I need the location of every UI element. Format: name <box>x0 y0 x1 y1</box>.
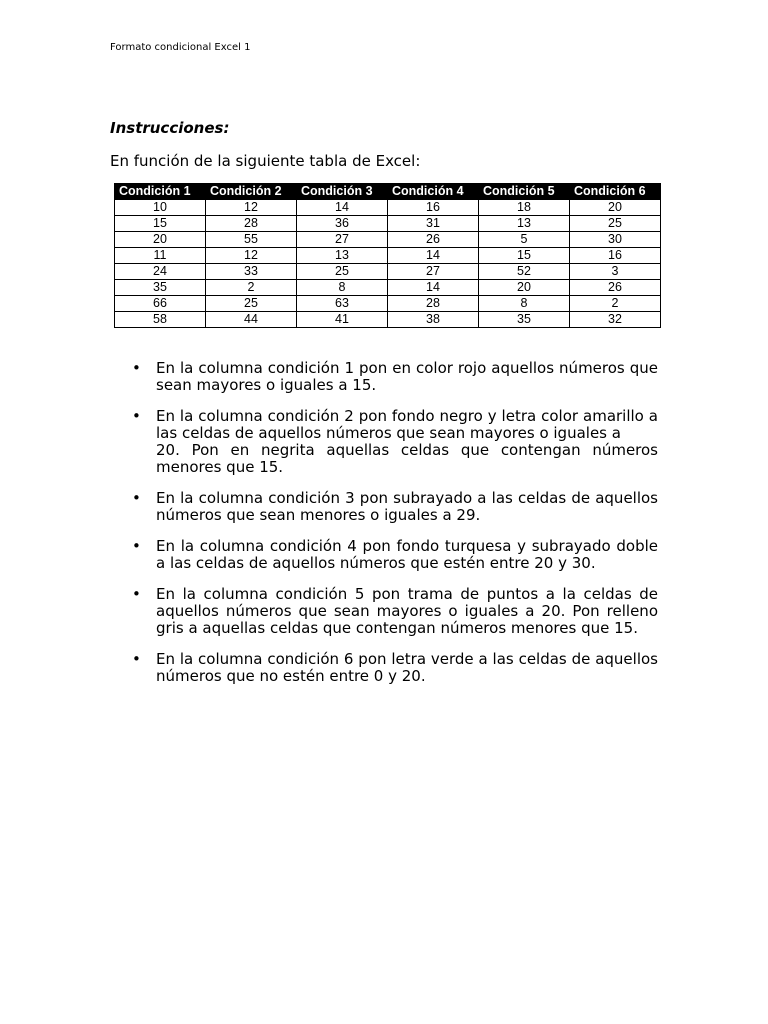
table-cell: 20 <box>570 200 661 216</box>
list-item <box>110 586 658 637</box>
table-row <box>115 264 661 280</box>
table-cell: 25 <box>570 216 661 232</box>
table-cell: 41 <box>297 312 388 328</box>
column-header: Condición 2 <box>206 184 297 200</box>
table-cell: 30 <box>570 232 661 248</box>
table-cell: 28 <box>206 216 297 232</box>
bullet-icon: • <box>132 359 141 377</box>
table-cell: 13 <box>297 248 388 264</box>
table-cell: 16 <box>388 200 479 216</box>
table-row <box>115 248 661 264</box>
table-cell: 26 <box>570 280 661 296</box>
list-item <box>110 538 658 572</box>
conditions-table <box>114 183 661 328</box>
list-item <box>110 651 658 685</box>
table-cell: 66 <box>115 296 206 312</box>
bullet-icon: • <box>132 489 141 507</box>
table-cell: 63 <box>297 296 388 312</box>
table-cell: 58 <box>115 312 206 328</box>
table-cell: 15 <box>115 216 206 232</box>
table-cell: 20 <box>115 232 206 248</box>
list-item <box>110 408 658 476</box>
table-cell: 44 <box>206 312 297 328</box>
table-cell: 28 <box>388 296 479 312</box>
table-cell: 31 <box>388 216 479 232</box>
table-cell: 35 <box>479 312 570 328</box>
table-header-row <box>115 184 661 200</box>
table-cell: 2 <box>206 280 297 296</box>
table-cell: 25 <box>206 296 297 312</box>
list-item-text: En la columna condición 3 pon subrayado a las celdas de aquellos números que sean menores o iguales a 29. <box>156 489 658 524</box>
table-cell: 25 <box>297 264 388 280</box>
table-cell: 18 <box>479 200 570 216</box>
table-cell: 12 <box>206 248 297 264</box>
table-cell: 10 <box>115 200 206 216</box>
bullet-icon: • <box>132 537 141 555</box>
table-row <box>115 232 661 248</box>
table-cell: 8 <box>297 280 388 296</box>
column-header: Condición 4 <box>388 184 479 200</box>
list-item-text: En la columna condición 2 pon fondo negro y letra color amarillo a las celdas de aquellos números que sean mayores o iguales a <box>156 407 658 442</box>
table-cell: 35 <box>115 280 206 296</box>
table-cell: 36 <box>297 216 388 232</box>
column-header: Condición 6 <box>570 184 661 200</box>
table-cell: 20 <box>479 280 570 296</box>
instructions-heading: Instrucciones: <box>110 119 230 137</box>
page-header: Formato condicional Excel 1 <box>110 42 251 53</box>
column-header: Condición 3 <box>297 184 388 200</box>
table-cell: 27 <box>297 232 388 248</box>
list-item-text: En la columna condición 6 pon letra verde a las celdas de aquellos números que no estén entre 0 y 20. <box>156 650 658 685</box>
table-cell: 55 <box>206 232 297 248</box>
table-row <box>115 296 661 312</box>
table-cell: 24 <box>115 264 206 280</box>
table-row <box>115 280 661 296</box>
list-item-text: En la columna condición 4 pon fondo turquesa y subrayado doble a las celdas de aquellos números que estén entre 20 y 30. <box>156 537 658 572</box>
table-cell: 15 <box>479 248 570 264</box>
table-cell: 26 <box>388 232 479 248</box>
table-cell: 11 <box>115 248 206 264</box>
list-item <box>110 360 658 394</box>
list-item <box>110 490 658 524</box>
bullet-icon: • <box>132 407 141 425</box>
table-cell: 5 <box>479 232 570 248</box>
table-cell: 12 <box>206 200 297 216</box>
table-row <box>115 312 661 328</box>
list-item-text: En la columna condición 1 pon en color rojo aquellos números que sean mayores o iguales a 15. <box>156 359 658 394</box>
list-item-text: En la columna condición 5 pon trama de puntos a la celdas de aquellos números que sean mayores o iguales a 20. Pon relleno gris a aquellas celdas que contengan números menores que 15. <box>156 585 658 637</box>
column-header: Condición 1 <box>115 184 206 200</box>
table-cell: 16 <box>570 248 661 264</box>
table-cell: 14 <box>388 280 479 296</box>
bullet-icon: • <box>132 585 141 603</box>
table-cell: 3 <box>570 264 661 280</box>
instruction-list <box>110 360 658 699</box>
table-row <box>115 200 661 216</box>
intro-text: En función de la siguiente tabla de Excel: <box>110 152 421 170</box>
bullet-icon: • <box>132 650 141 668</box>
table-cell: 27 <box>388 264 479 280</box>
table-cell: 14 <box>297 200 388 216</box>
table-cell: 52 <box>479 264 570 280</box>
column-header: Condición 5 <box>479 184 570 200</box>
table-cell: 8 <box>479 296 570 312</box>
table-cell: 13 <box>479 216 570 232</box>
table-row <box>115 216 661 232</box>
table-cell: 38 <box>388 312 479 328</box>
list-item-text: 20. Pon en negrita aquellas celdas que contengan números menores que 15. <box>156 441 658 476</box>
table-cell: 32 <box>570 312 661 328</box>
table-cell: 2 <box>570 296 661 312</box>
table-cell: 14 <box>388 248 479 264</box>
table-cell: 33 <box>206 264 297 280</box>
